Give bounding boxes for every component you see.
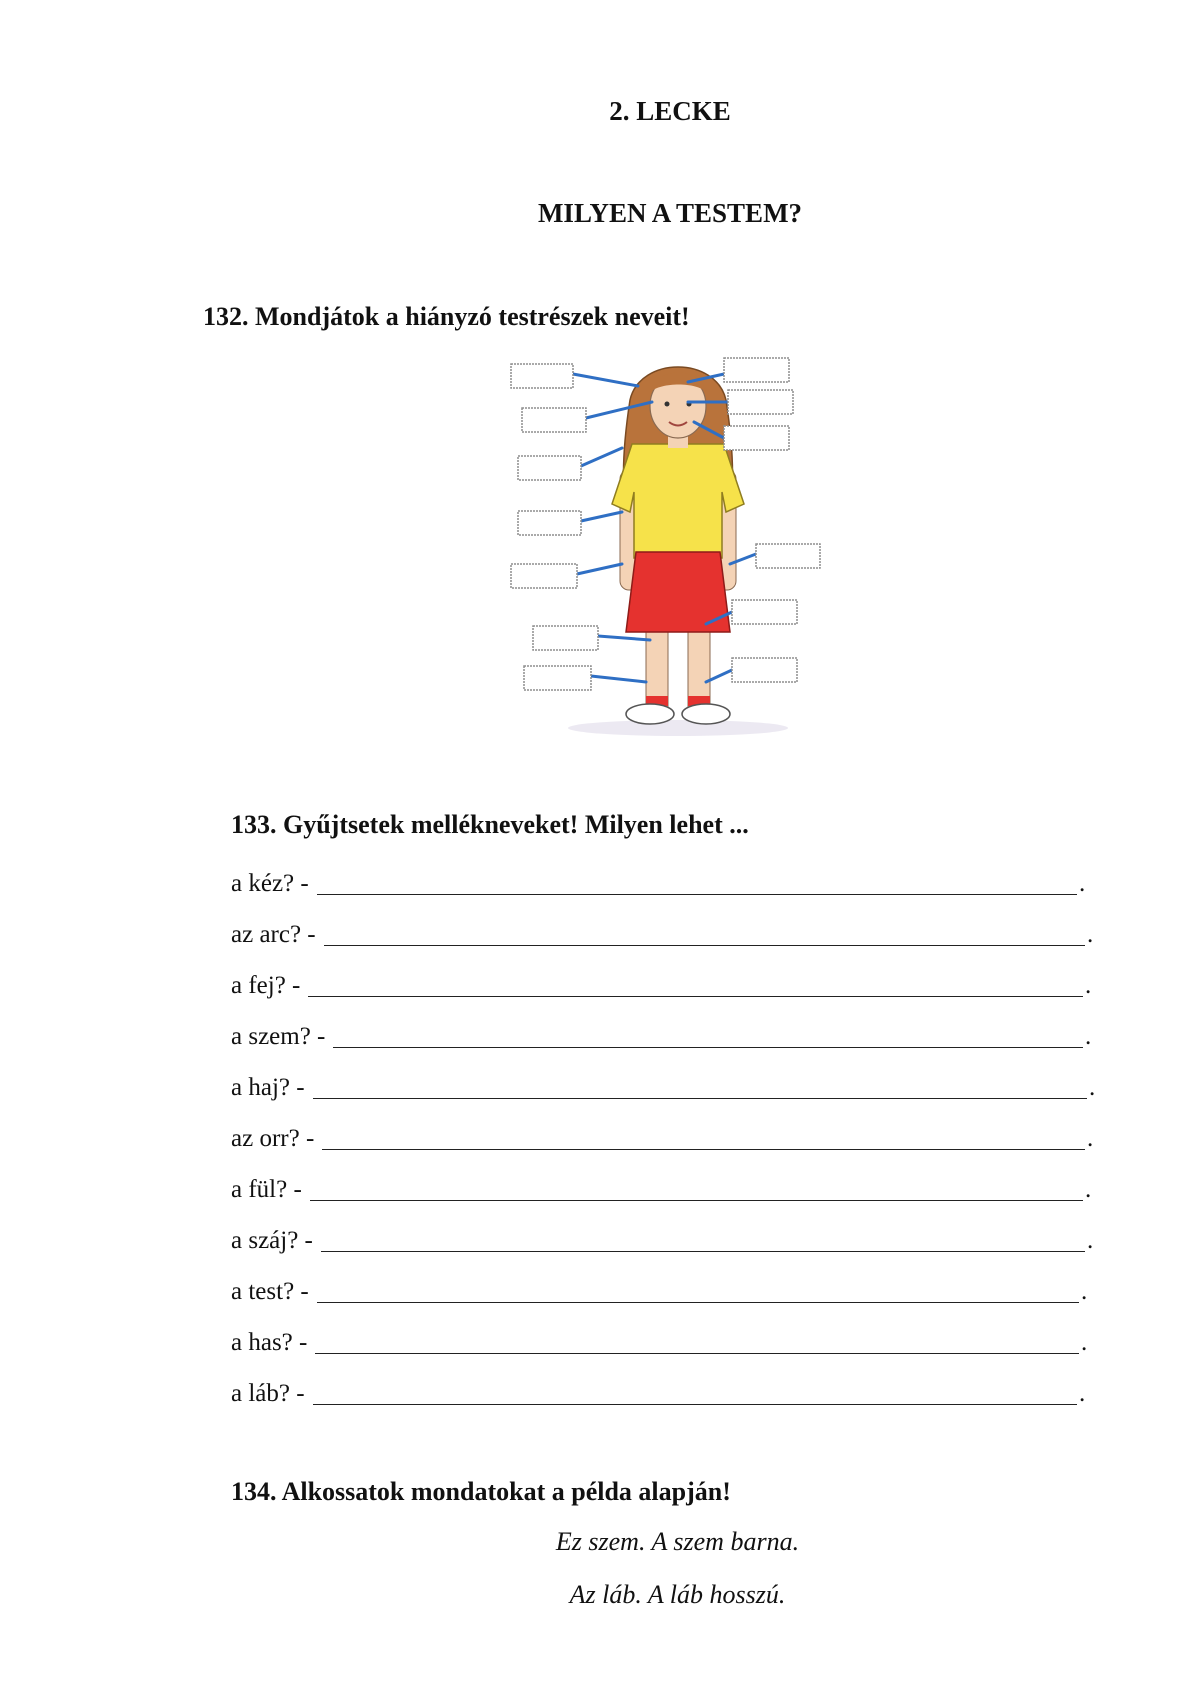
- answer-blank[interactable]: [321, 1227, 1085, 1252]
- row-prompt: a kéz? -: [231, 870, 309, 897]
- label-box: [522, 408, 586, 432]
- row-prompt: az orr? -: [231, 1125, 315, 1152]
- answer-blank[interactable]: [315, 1329, 1079, 1354]
- adjective-row-hand: [231, 866, 1087, 898]
- adjective-row-hair: [231, 1070, 1097, 1102]
- row-period: .: [1079, 1380, 1086, 1407]
- exercise-132-heading: 132. Mondjátok a hiányzó testrészek neveit!: [203, 302, 690, 331]
- answer-blank[interactable]: [310, 1176, 1083, 1201]
- exercise-133-heading: 133. Gyűjtsetek mellékneveket! Milyen lehet ...: [231, 810, 749, 839]
- answer-blank[interactable]: [317, 1278, 1079, 1303]
- row-prompt: a haj? -: [231, 1074, 305, 1101]
- lesson-number: 2. LECKE: [609, 96, 731, 126]
- row-period: .: [1081, 1329, 1088, 1356]
- row-prompt: a has? -: [231, 1329, 308, 1356]
- answer-blank[interactable]: [313, 1074, 1087, 1099]
- answer-blank[interactable]: [324, 921, 1085, 946]
- row-period: .: [1081, 1278, 1088, 1305]
- adjective-row-leg: [231, 1376, 1087, 1408]
- adjective-row-nose: [231, 1121, 1095, 1153]
- adjective-row-mouth: [231, 1223, 1095, 1255]
- row-prompt: a fül? -: [231, 1176, 302, 1203]
- row-prompt: a test? -: [231, 1278, 309, 1305]
- label-box: [518, 456, 581, 480]
- label-box: [533, 626, 598, 650]
- answer-blank[interactable]: [308, 972, 1083, 997]
- row-period: .: [1079, 870, 1086, 897]
- body-parts-illustration: [510, 352, 846, 740]
- label-box: [724, 358, 789, 382]
- adjective-row-head: [231, 968, 1093, 1000]
- row-prompt: a szem? -: [231, 1023, 326, 1050]
- label-box: [524, 666, 591, 690]
- label-box: [511, 564, 577, 588]
- girl-figure: [510, 352, 846, 740]
- adjective-row-face: [231, 917, 1095, 949]
- label-box: [728, 390, 793, 414]
- row-period: .: [1085, 972, 1092, 999]
- label-box: [511, 364, 573, 388]
- row-prompt: a láb? -: [231, 1380, 305, 1407]
- row-period: .: [1089, 1074, 1096, 1101]
- answer-blank[interactable]: [333, 1023, 1083, 1048]
- adjective-row-ear: [231, 1172, 1093, 1204]
- example-sentence: Ez szem. A szem barna.: [555, 1527, 800, 1556]
- row-period: .: [1087, 1125, 1094, 1152]
- example-sentence: Az láb. A láb hosszú.: [569, 1580, 786, 1609]
- row-prompt: a száj? -: [231, 1227, 313, 1254]
- row-period: .: [1087, 921, 1094, 948]
- exercise-134-heading: 134. Alkossatok mondatokat a példa alapján!: [231, 1477, 731, 1506]
- row-period: .: [1085, 1176, 1092, 1203]
- row-prompt: a fej? -: [231, 972, 301, 999]
- answer-blank[interactable]: [322, 1125, 1085, 1150]
- answer-blank[interactable]: [313, 1380, 1077, 1405]
- adjective-row-body: [231, 1274, 1089, 1306]
- label-box: [724, 426, 789, 450]
- page-title: MILYEN A TESTEM?: [537, 198, 803, 228]
- adjective-row-eye: [231, 1019, 1093, 1051]
- label-box: [732, 600, 797, 624]
- adjective-row-belly: [231, 1325, 1089, 1357]
- row-period: .: [1087, 1227, 1094, 1254]
- label-box: [732, 658, 797, 682]
- label-box: [756, 544, 820, 568]
- row-prompt: az arc? -: [231, 921, 316, 948]
- row-period: .: [1085, 1023, 1092, 1050]
- label-box: [518, 511, 581, 535]
- answer-blank[interactable]: [317, 870, 1077, 895]
